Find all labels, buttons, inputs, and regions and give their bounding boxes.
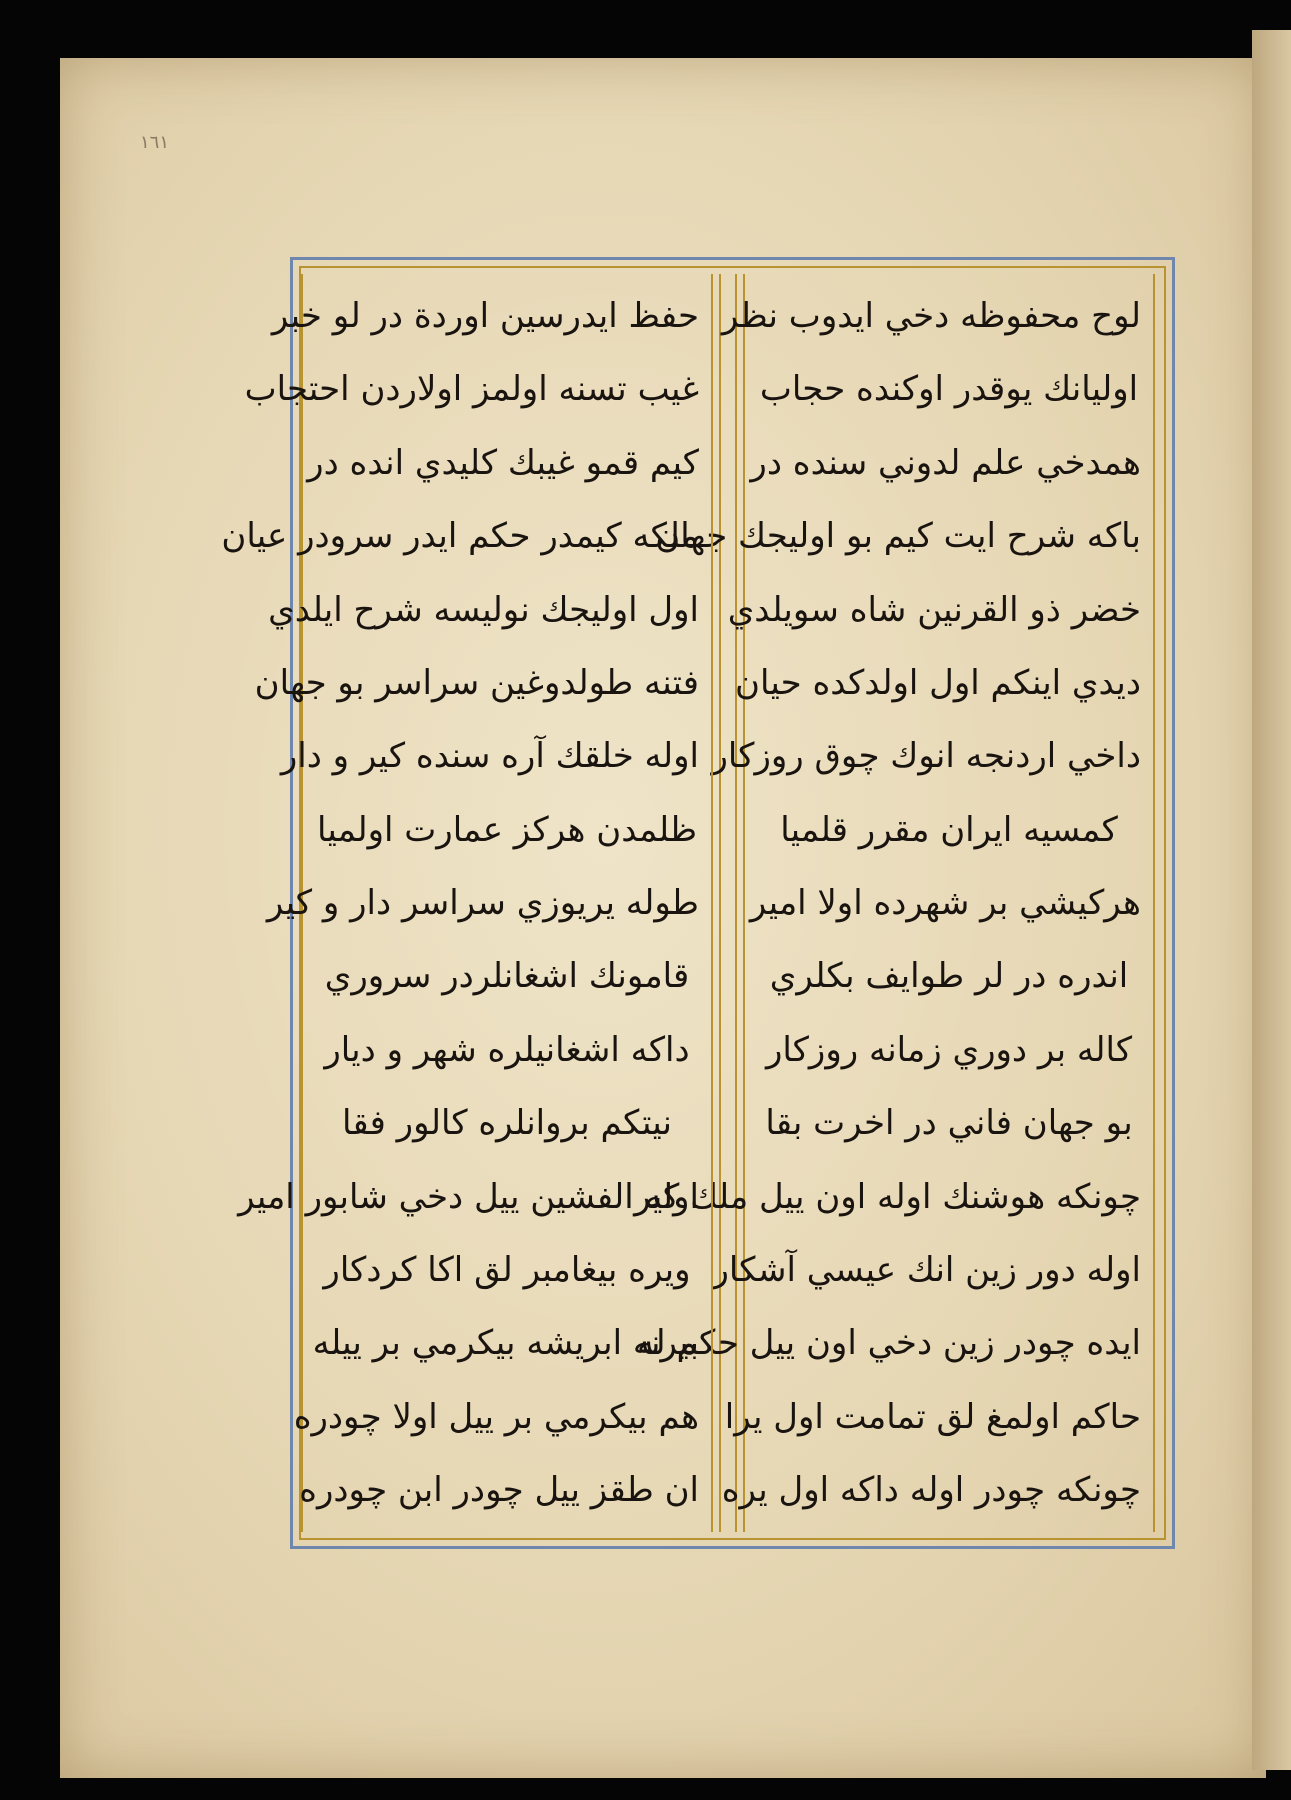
verse-line: كمسيه ايران مقرر قلميا bbox=[780, 809, 1118, 850]
verse-line: ملكه كيمدر حكم ايدر سرودر عيان bbox=[221, 516, 699, 557]
verse-line: هركيشي بر شهرده اولا امير bbox=[749, 883, 1141, 923]
left-column bbox=[221, 274, 713, 1532]
verse-line: فتنه طولدوغين سراسر بو جهان bbox=[254, 662, 699, 703]
verse-line: چونكه هوشنك اوله اون ييل ملك كير bbox=[634, 1176, 1141, 1217]
verse-line: داكه اشغانيلره شهر و ديار bbox=[324, 1029, 690, 1070]
verse-line: اوله خلقك آره سنده كير و دار bbox=[280, 736, 699, 777]
verse-line: ظلمدن هركز عمارت اولميا bbox=[316, 809, 698, 850]
verse-line: بيرنه ابريشه بيكرمي بر ييله bbox=[312, 1323, 699, 1364]
verse-line: اندره در لر طوايف بكلري bbox=[769, 956, 1129, 997]
verse-line: اوليانك يوقدر اوكنده حجاب bbox=[759, 369, 1139, 410]
verse-line: قامونك اشغانلردر سروري bbox=[324, 956, 690, 997]
verse-line: كيم قمو غيبك كليدي انده در bbox=[307, 442, 699, 483]
right-column bbox=[634, 274, 1155, 1532]
verse-line: كاله بر دوري زمانه روزكار bbox=[765, 1029, 1133, 1070]
text-frame bbox=[221, 257, 1175, 1549]
verse-line: ايده چودر زين دخي اون ييل حكم له bbox=[637, 1323, 1141, 1364]
verse-line: ديدي اينكم اول اولدكده حيان bbox=[735, 662, 1141, 703]
verse-line: نيتكم بروانلره كالور فقا bbox=[342, 1103, 672, 1144]
verse-line: هم بيكرمي بر ييل اولا چودره bbox=[293, 1396, 699, 1437]
verse-line: ان طقز ييل چودر ابن چودره bbox=[299, 1470, 699, 1510]
verse-line: حاكم اولمغ لق تمامت اول يرا bbox=[724, 1396, 1141, 1437]
verse-line: طوله يريوزي سراسر دار و كير bbox=[266, 883, 699, 923]
verse-line: داخي اردنجه انوك چوق روزكار bbox=[711, 736, 1141, 777]
verse-line: غيب تسنه اولمز اولاردن احتجاب bbox=[244, 369, 699, 410]
verse-line: بو جهان فاني در اخرت بقا bbox=[765, 1103, 1133, 1144]
adjacent-page-edge bbox=[1252, 30, 1291, 1770]
verse-line: حفظ ايدرسين اوردة در لو خبر bbox=[271, 296, 699, 336]
folio-number: ١٦١ bbox=[140, 132, 170, 153]
verse-line: اوله الفشين ييل دخي شابور امير bbox=[238, 1176, 699, 1217]
verse-line: اوله دور زين انك عيسي آشكار bbox=[712, 1249, 1141, 1290]
verse-line: ويره بيغامبر لق اكا كردكار bbox=[323, 1249, 691, 1290]
verse-line: خضر ذو القرنين شاه سويلدي bbox=[727, 589, 1141, 630]
verse-line: چونكه چودر اوله داكه اول يره bbox=[721, 1470, 1141, 1510]
verse-line: اول اوليجك نوليسه شرح ايلدي bbox=[268, 589, 699, 630]
verse-line: لوح محفوظه دخي ايدوب نظر bbox=[721, 296, 1141, 336]
verse-line: باكه شرح ايت كيم بو اوليجك جهان bbox=[655, 516, 1141, 557]
verse-line: همدخي علم لدوني سنده در bbox=[750, 442, 1141, 483]
